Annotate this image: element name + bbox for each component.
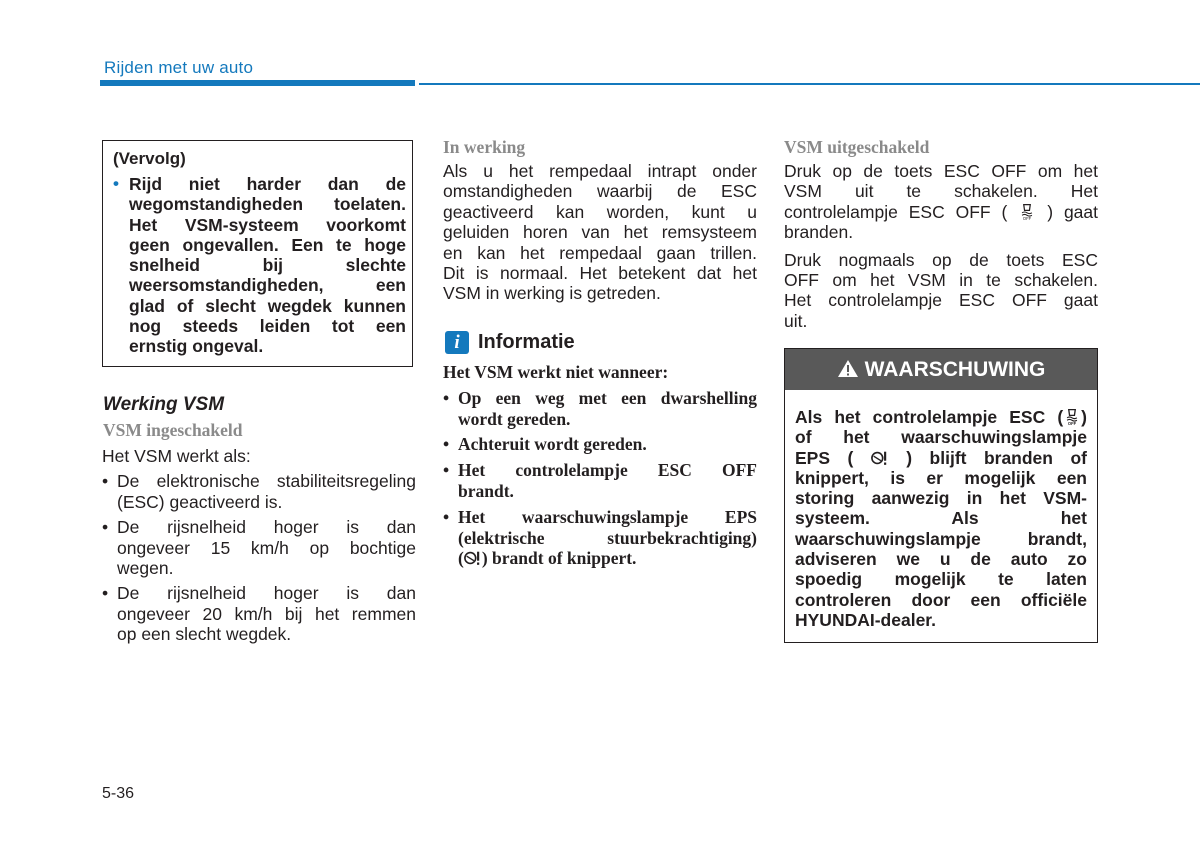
vsm-off-section	[784, 137, 1098, 331]
esc-off-icon	[1063, 408, 1081, 426]
text-fragment: ) brandt of knippert.	[481, 548, 637, 569]
bullet-dot: •	[443, 387, 450, 408]
vsm-off-paragraph-1	[784, 161, 1098, 243]
vsm-enabled-heading: VSM ingeschakeld	[103, 420, 243, 440]
text-line: Het controlelampje ESC OFF gaat	[784, 290, 1098, 311]
text-line: snelheid bij slechte	[129, 255, 406, 276]
text-line: omstandigheden waarbij de ESC	[443, 181, 757, 202]
in-operation-section	[443, 137, 757, 304]
text-line: Als u het rempedaal intrapt onder	[443, 161, 757, 181]
list-item	[102, 517, 416, 578]
text-line: of het waarschuwingslampje	[795, 427, 1087, 448]
working-vsm-list	[102, 446, 416, 650]
list-item	[443, 507, 757, 569]
text-fragment: (	[458, 548, 464, 569]
list-item	[102, 471, 416, 512]
eps-warning-icon	[464, 549, 482, 567]
text-line: Achteruit wordt gereden.	[458, 434, 647, 455]
text-line: branden.	[784, 222, 854, 243]
continued-box	[102, 140, 413, 367]
text-line: Het controlelampje ESC OFF	[458, 460, 757, 481]
text-line	[795, 448, 1087, 468]
header-rule-thick	[100, 80, 415, 86]
text-line: De rijsnelheid hoger is dan	[117, 583, 416, 604]
text-line: uit.	[784, 310, 808, 331]
text-line: spoedig mogelijk te laten	[795, 569, 1087, 590]
text-line: wegen.	[117, 558, 174, 579]
text-fragment: )	[1081, 407, 1087, 427]
bullet-dot: •	[102, 583, 109, 604]
text-line: op een slecht wegdek.	[117, 624, 292, 645]
svg-text:OFF: OFF	[1068, 421, 1077, 426]
bullet-dot: •	[443, 506, 450, 527]
list-item	[102, 583, 416, 644]
text-line: (ESC) geactiveerd is.	[117, 491, 283, 512]
text-line: ongeveer 15 km/h op bochtige	[117, 537, 416, 558]
text-line	[795, 407, 1087, 427]
section-title: Rijden met uw auto	[104, 58, 254, 77]
text-line: (elektrische stuurbekrachtiging)	[458, 527, 757, 548]
text-line	[784, 202, 1098, 222]
text-line: Dit is normaal. Het betekent dat het	[443, 263, 757, 284]
text-line: ongeveer 20 km/h bij het remmen	[117, 603, 416, 624]
continued-heading: (Vervolg)	[113, 149, 186, 168]
list-item	[443, 434, 757, 455]
text-line: knippert, is er mogelijk een	[795, 467, 1087, 488]
info-intro: Het VSM werkt niet wanneer:	[443, 362, 669, 382]
text-line: Druk op de toets ESC OFF om het	[784, 161, 1098, 181]
warning-bar	[785, 349, 1097, 390]
vsm-off-paragraph-2	[784, 250, 1098, 332]
text-line: Rijd niet harder dan de	[129, 174, 406, 194]
text-line: adviseren we u de auto zo	[795, 549, 1087, 570]
text-line: Het VSM-systeem voorkomt	[129, 214, 406, 235]
text-line: geactiveerd kan worden, kunt u	[443, 201, 757, 222]
svg-text:OFF: OFF	[1023, 215, 1032, 221]
text-line: OFF om het VSM in te schakelen.	[784, 270, 1098, 291]
text-line: brandt.	[458, 480, 514, 501]
page-number: 5-36	[102, 785, 135, 802]
bullet-dot: •	[102, 471, 109, 492]
text-line: storing aanwezig in het VSM-	[795, 488, 1087, 509]
working-vsm-intro: Het VSM werkt als:	[102, 446, 251, 466]
info-title: Informatie	[478, 331, 575, 353]
text-fragment: controlelampje ESC OFF (	[784, 201, 1008, 222]
warning-box	[784, 348, 1098, 643]
text-line: nog steeds leiden tot een	[129, 316, 406, 337]
text-line: waarschuwingslampje brandt,	[795, 528, 1087, 549]
header-rule-thin	[419, 83, 1200, 85]
list-item	[443, 460, 757, 502]
bullet-dot: •	[102, 517, 109, 538]
bullet-dot: •	[443, 434, 450, 455]
warning-title: WAARSCHUWING	[864, 358, 1046, 381]
bullet-dot: •	[113, 174, 119, 193]
text-line: VSM uit te schakelen. Het	[784, 181, 1098, 202]
in-operation-heading: In werking	[443, 137, 526, 157]
text-line: HYUNDAI-dealer.	[795, 609, 937, 630]
continued-text	[129, 174, 406, 357]
text-line: ernstig ongeval.	[129, 336, 264, 357]
text-line: controleren door een officiële	[795, 589, 1087, 610]
text-line: weersomstandigheden, een	[129, 275, 406, 296]
warning-triangle-icon	[837, 359, 859, 378]
text-fragment: EPS (	[795, 447, 854, 468]
text-line: Op een weg met een dwarshelling	[458, 387, 757, 408]
text-line: wegomstandigheden toelaten.	[129, 194, 406, 215]
bullet-dot: •	[443, 460, 450, 481]
text-line: De elektronische stabiliteitsregeling	[117, 471, 416, 492]
text-line: en kan het rempedaal gaan trillen.	[443, 242, 757, 263]
text-line: wordt gereden.	[458, 408, 571, 429]
text-line: systeem. Als het	[795, 508, 1087, 529]
info-icon: i	[445, 331, 469, 354]
warning-text	[795, 407, 1087, 630]
vsm-off-heading: VSM uitgeschakeld	[784, 137, 930, 157]
text-fragment: Als het controlelampje ESC (	[795, 407, 1064, 427]
eps-warning-icon	[871, 449, 889, 467]
list-item	[443, 388, 757, 430]
info-section	[443, 362, 757, 574]
text-fragment: ) gaat	[1047, 201, 1099, 222]
text-line: Druk nogmaals op de toets ESC	[784, 249, 1098, 270]
text-line: geluiden horen van het remsysteem	[443, 222, 757, 243]
text-line	[458, 548, 757, 569]
text-line: geen ongevallen. Een te hoge	[129, 234, 406, 255]
text-line: De rijsnelheid hoger is dan	[117, 517, 416, 538]
text-fragment: ) blijft branden of	[906, 447, 1087, 468]
in-operation-text	[443, 161, 757, 304]
text-line: VSM in werking is getreden.	[443, 283, 661, 304]
text-line: glad of slecht wegdek kunnen	[129, 295, 406, 316]
esc-off-icon	[1018, 203, 1036, 221]
working-vsm-heading: Werking VSM	[103, 394, 225, 415]
text-line: Het waarschuwingslampje EPS	[458, 506, 757, 527]
